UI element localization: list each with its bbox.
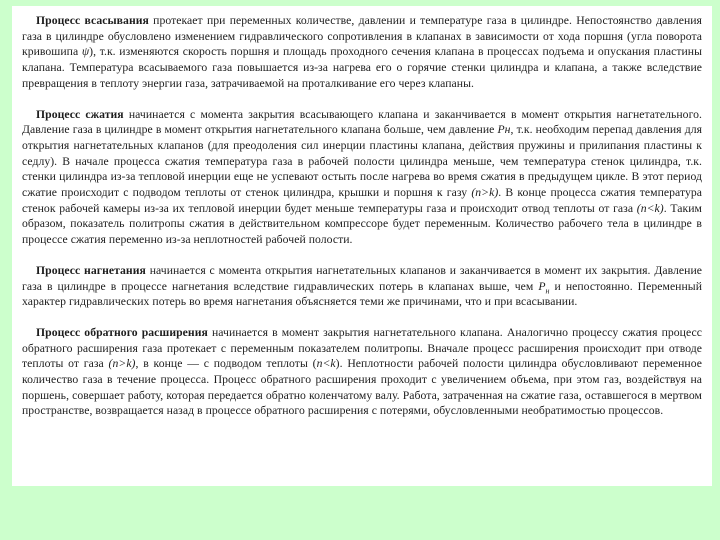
term-discharge: Процесс нагнетания (36, 263, 146, 277)
pressure-symbol: P (538, 279, 546, 293)
paragraph-suction-text-2: ), т.к. изменяются скорость поршня и площадь проходного сечения клапана в процессах подъема и опускания пластины клапана. Температура всасываемого газа повышается из-за нагрева его о горячие стенки цилиндра и клапана, а также вследствие превращения в теплоту энергии газа, затрачиваемой на проталкивание его через клапаны. (22, 45, 702, 90)
pressure-subscript: н (545, 285, 550, 295)
term-compression: Процесс сжатия (36, 107, 124, 121)
paragraph-compression-text-3: . В конце процесса сжатия температура стенок рабочей камеры из-за их тепловой инерции будет меньше температуры газа и происходит отвод теплоты от газа (22, 186, 702, 215)
term-reexpansion: Процесс обратного расширения (36, 325, 208, 339)
n-less-k-symbol: (n<k) (636, 201, 664, 215)
paragraph-compression-text-4: . Таким образом, показатель политропы сжатия в действительном компрессоре будет переменным. Количество рабочего тела в цилиндре в процессе сжатия переменно из-за неплотностей рабочей полости. (22, 201, 702, 247)
n-greater-k-symbol: (n>k) (471, 186, 499, 200)
n-less-k-symbol: n<k (316, 357, 336, 371)
paragraph-reexpansion-text-3: ). Неплотности рабочей полости цилиндра обусловливают переменное количество газа в течение процесса. Процесс обратного расширения проходит с увеличением объема, при этом газ, воздействуя на поршень, совершает работу, которая передается обратно коленчатому валу. Работа, затраченная на сжатие газа, оставшегося в мертвом пространстве, возвращается назад в процессе обратного расширения с потерями, обусловленными необратимостью процессов. (22, 357, 702, 418)
pressure-symbol: Pн (497, 123, 511, 137)
paragraph-suction-text-1: протекает при переменных количестве, давлении и температуре газа в цилиндре. Непостоянство давления газа в цилиндре обусловлено изменением гидравлического сопротивления в клапанах в зависимости от хода поршня (угла поворота кривошипа (22, 14, 702, 59)
paragraph-reexpansion-text-1: начинается в момент закрытия нагнетательного клапана. Аналогично процессу сжатия процесс обратного расширения газа протекает с переменным показателем политропы. Вначале процесс расширения происходит при отводе теплоты от газа (22, 325, 702, 371)
paragraph-suction (22, 13, 702, 92)
paragraph-discharge-text-2: и непостоянно. Переменный характер гидравлических потерь во время нагнетания объясняется теми же причинами, что и при всасывании. (22, 279, 702, 309)
document-page (12, 6, 712, 486)
paragraph-compression-text-2: , т.к. необходим перепад давления для открытия нагнетательных клапанов (для преодоления сил инерции пластины клапана, действия пружины и прилипания пластины к седлу). В начале процесса сжатия температура газа в рабочей полости цилиндра меньше, чем температура стенок цилиндра, т.к. стенки цилиндра из-за тепловой инерции еще не успевают остыть после нагрева во время сжатия в предыдущем цикле. В этот период сжатие происходит с подводом теплоты от стенок цилиндра, крышки и поршня к газу (22, 123, 703, 200)
n-greater-k-symbol: (n>k) (108, 357, 136, 371)
psi-symbol: ψ (81, 45, 90, 59)
paragraph-discharge (22, 263, 702, 310)
paragraph-reexpansion (22, 325, 702, 419)
paragraph-reexpansion-text-2: , в конце — с подводом теплоты ( (135, 357, 317, 371)
paragraph-compression (22, 107, 702, 248)
paragraph-discharge-text-1: начинается с момента открытия нагнетательных клапанов и заканчивается в момент их закрытия. Давление газа в цилиндре в процессе нагнетания вследствие гидравлических потерь в клапанах выше, чем (22, 263, 702, 293)
paragraph-compression-text-1: начинается с момента закрытия всасывающего клапана и заканчивается в момент открытия нагнетательного. Давление газа в цилиндре в момент открытия нагнетательного клапана больше, чем давление (22, 107, 702, 137)
term-suction: Процесс всасывания (36, 14, 149, 27)
